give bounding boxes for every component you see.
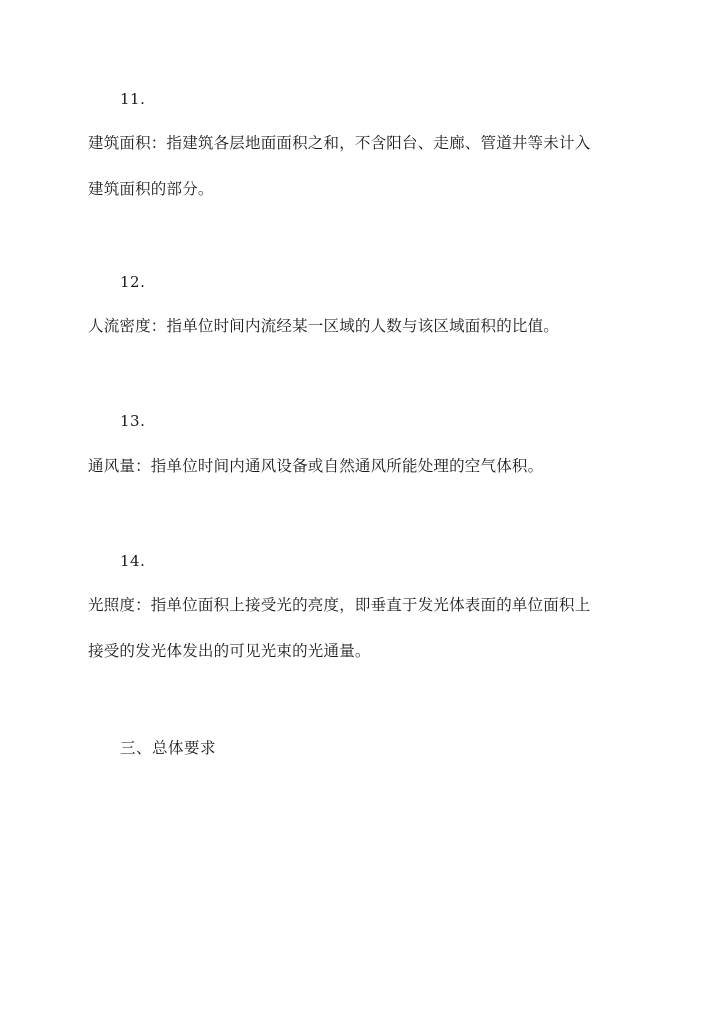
item-number-13: 13. <box>120 412 146 430</box>
item-number-14: 14. <box>120 552 146 570</box>
definition-line: 建筑面积的部分。 <box>88 180 214 198</box>
definition-line: 光照度：指单位面积上接受光的亮度，即垂直于发光体表面的单位面积上 <box>88 596 591 614</box>
definition-line: 通风量：指单位时间内通风设备或自然通风所能处理的空气体积。 <box>88 457 544 475</box>
item-number-11: 11. <box>120 90 146 108</box>
definition-crowd-density <box>88 303 638 349</box>
definition-illuminance <box>88 582 638 674</box>
definition-line: 接受的发光体发出的可见光束的光通量。 <box>88 642 371 660</box>
item-number-12: 12. <box>120 273 146 291</box>
definition-building-area <box>88 120 638 212</box>
definition-ventilation-volume <box>88 443 638 489</box>
section-heading: 三、总体要求 <box>120 739 217 757</box>
definition-line: 建筑面积：指建筑各层地面面积之和，不含阳台、走廊、管道井等未计入 <box>88 134 591 152</box>
definition-line: 人流密度：指单位时间内流经某一区域的人数与该区域面积的比值。 <box>88 317 560 335</box>
